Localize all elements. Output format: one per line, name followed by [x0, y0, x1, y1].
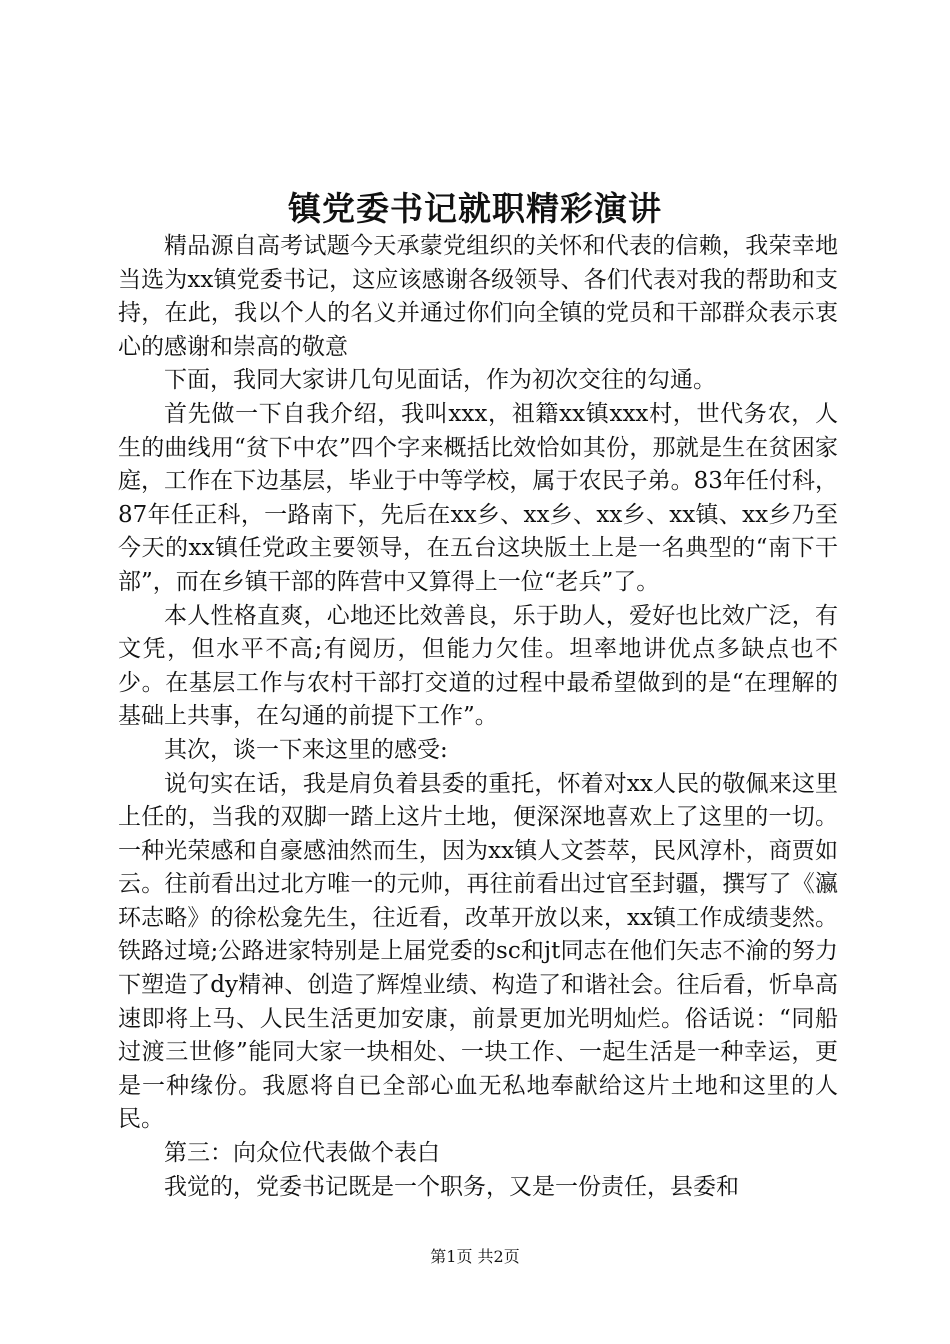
- paragraph-commitment: 我觉的，党委书记既是一个职务，又是一份责任，县委和: [164, 1173, 739, 1200]
- paragraph-personality: 本人性格直爽，心地还比效善良，乐于助人，爱好也比效广泛，有文凭，但水平不高;有阅历，但能力欠佳。坦率地讲优点多缺点也不少。在基层工作与农村干部打交道的过程中最希望做到的是“在理解的基础上共事，在勾通的前提下工作”。: [118, 602, 838, 730]
- paragraph-third-heading: 第三：向众位代表做个表白: [164, 1140, 440, 1167]
- paragraph-greeting: 下面，我同大家讲几句见面话，作为初次交往的勾通。: [164, 367, 716, 394]
- document-body: [118, 230, 838, 1204]
- document-title: 镇党委书记就职精彩演讲: [288, 189, 662, 228]
- paragraph-intro: 精品源自高考试题今天承蒙党组织的关怀和代表的信赖，我荣幸地当选为xx镇党委书记，这应该感谢各级领导、各们代表对我的帮助和支持，在此，我以个人的名义并通过你们向全镇的党员和干部群众表示衷心的感谢和崇高的敬意: [118, 233, 838, 360]
- page-number: 第1页 共2页: [430, 1247, 520, 1266]
- paragraph-impressions: 说句实在话，我是肩负着县委的重托，怀着对xx人民的敬佩来这里上任的，当我的双脚一踏上这片土地，便深深地喜欢上了这里的一切。一种光荣感和自豪感油然而生，因为xx镇人文荟萃，民风淳朴，商贾如云。往前看出过北方唯一的元帅，再往前看出过官至封疆，撰写了《瀛环志略》的徐松龛先生，往近看，改革开放以来，xx镇工作成绩斐然。铁路过境;公路进家特别是上届党委的sc和jt同志在他们矢志不渝的努力下塑造了dy精神、创造了辉煌业绩、构造了和谐社会。往后看，忻阜高速即将上马、人民生活更加安康，前景更加光明灿烂。俗话说：“同船过渡三世修”能同大家一块相处、一块工作、一起生活是一种幸运，更是一种缘份。我愿将自已全部心血无私地奉献给这片土地和这里的人民。: [118, 770, 838, 1133]
- paragraph-self-introduction: 首先做一下自我介绍，我叫xxx，祖籍xx镇xxx村，世代务农，人生的曲线用“贫下中农”四个字来概括比效恰如其份，那就是生在贫困家庭，工作在下边基层，毕业于中等学校，属于农民子弟。83年任付科，87年任正科，一路南下，先后在xx乡、xx乡、xx乡、xx镇、xx乡乃至今天的xx镇任党政主要领导，在五台这块版土上是一名典型的“南下干部”，而在乡镇干部的阵营中又算得上一位“老兵”了。: [118, 400, 838, 595]
- paragraph-second-heading: 其次，谈一下来这里的感受:: [164, 736, 448, 763]
